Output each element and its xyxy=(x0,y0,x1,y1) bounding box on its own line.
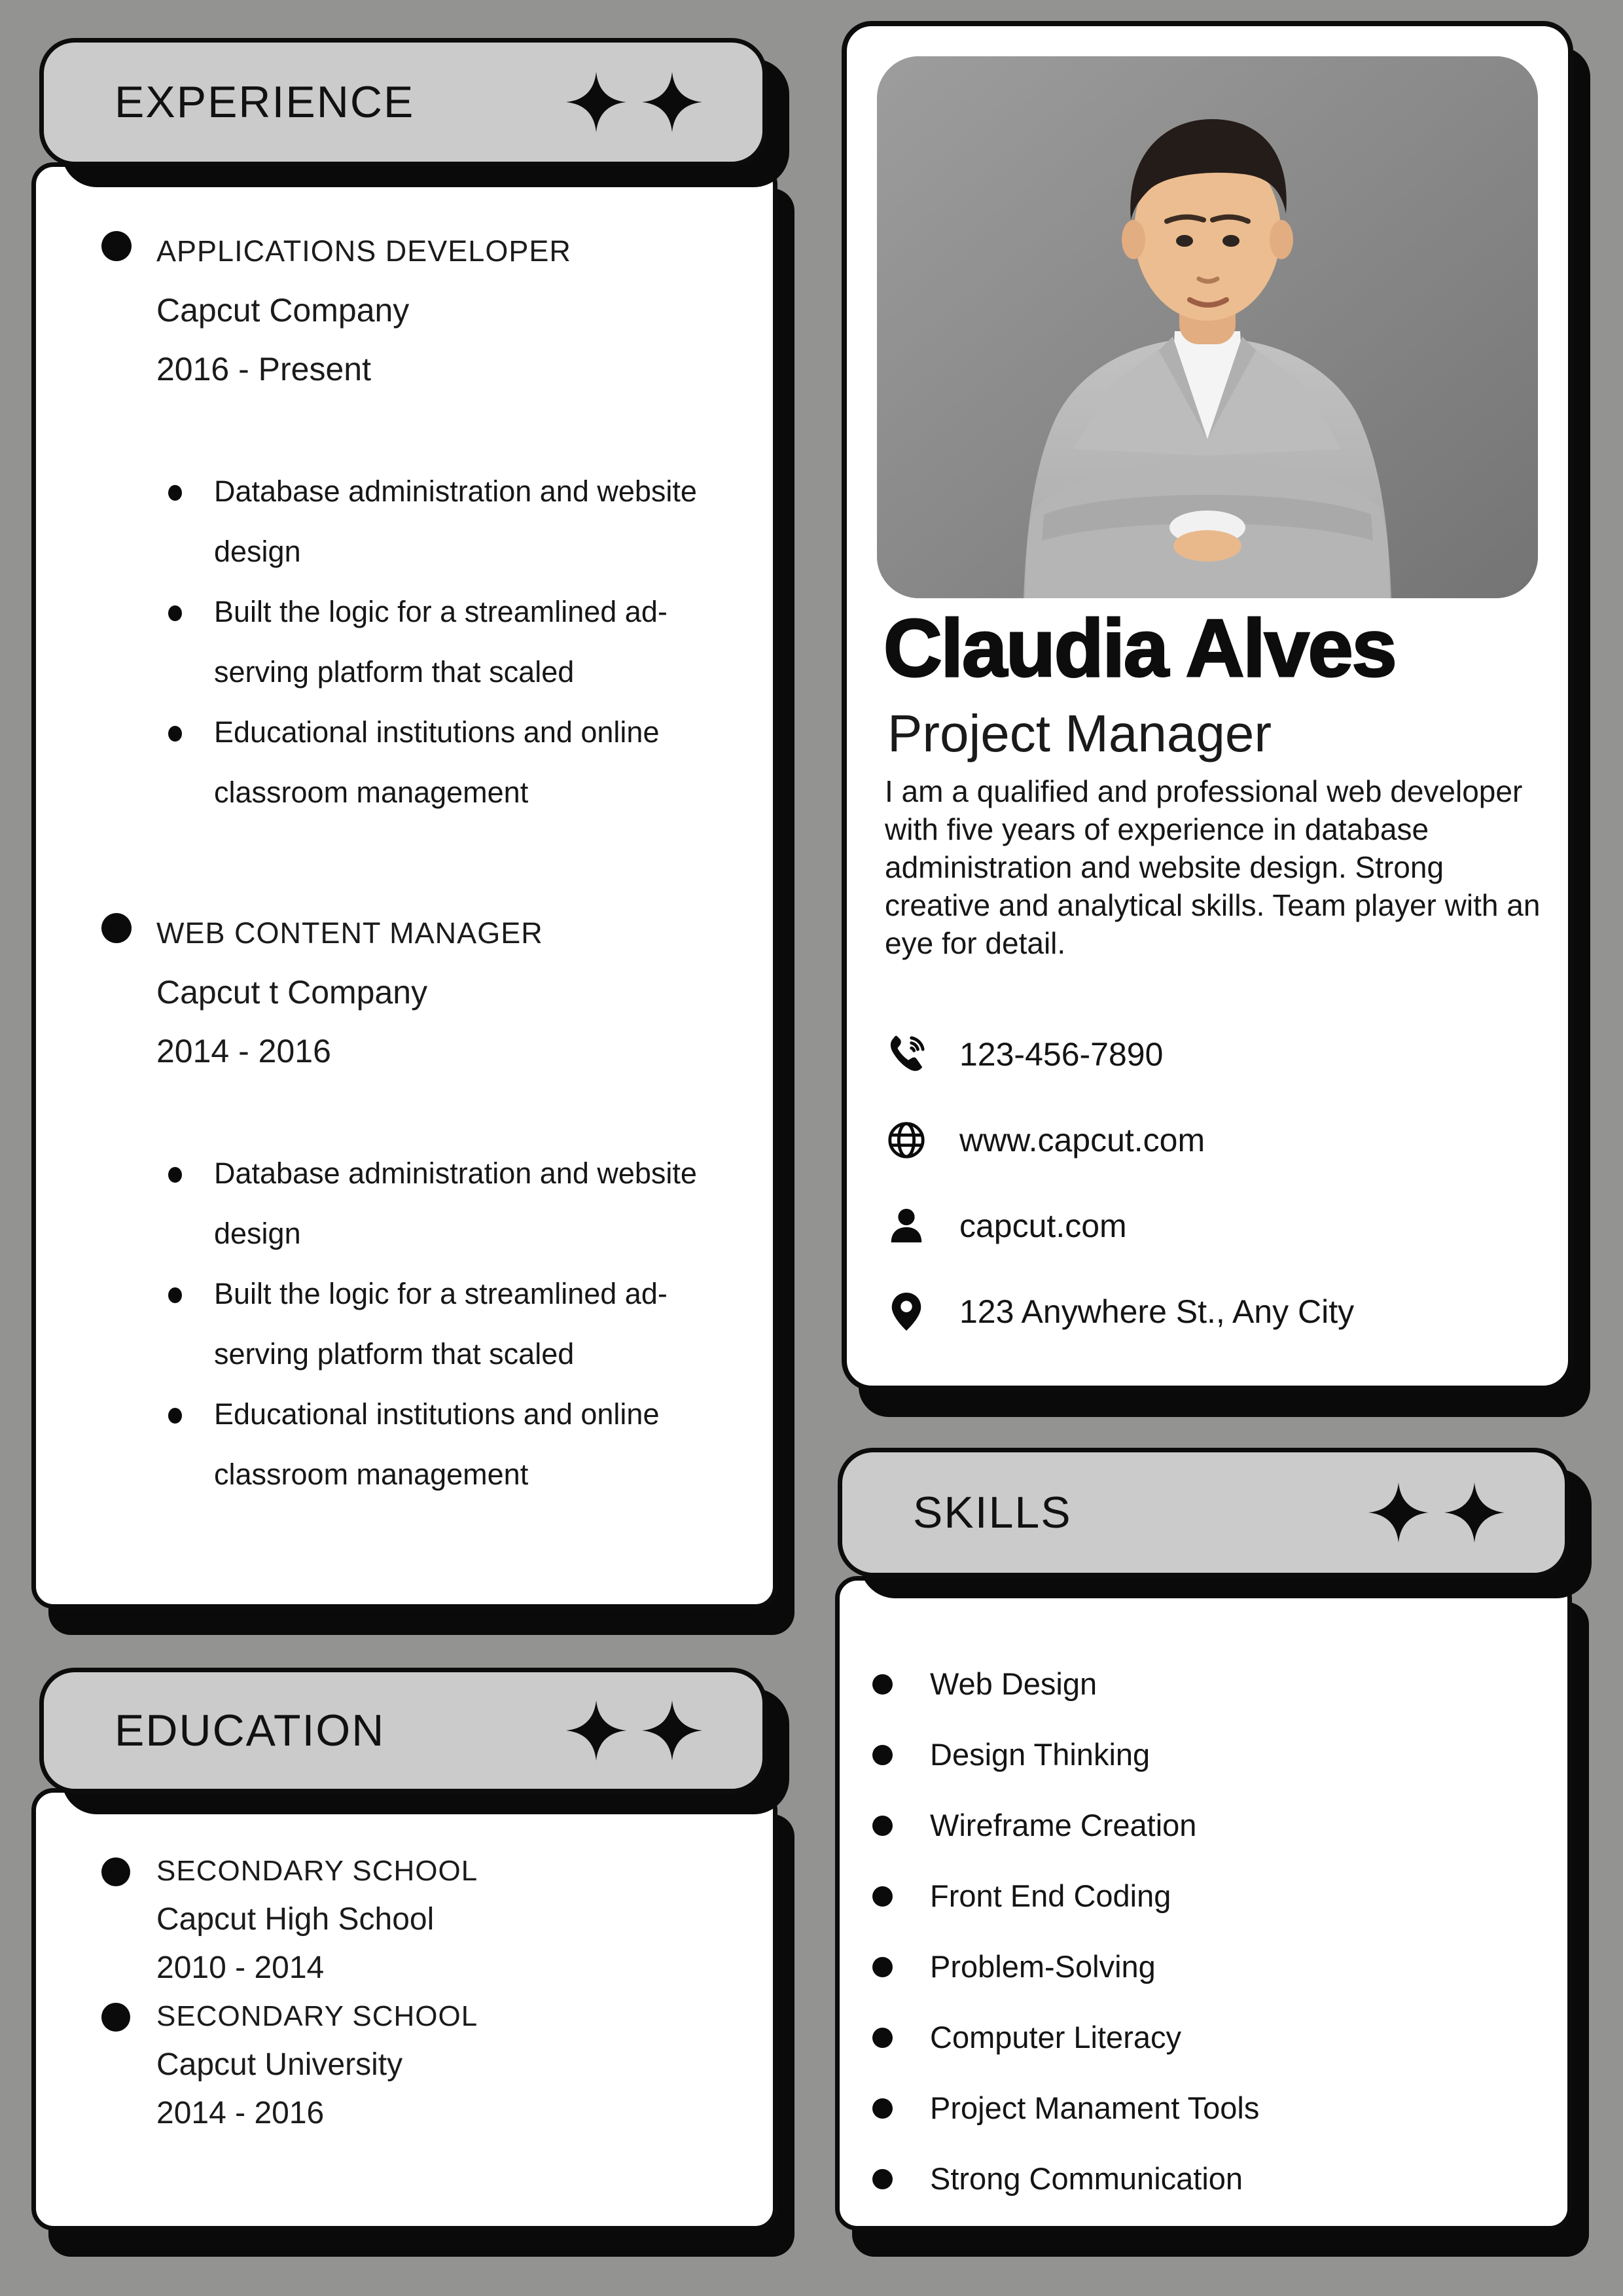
education-level: SECONDARY SCHOOL xyxy=(156,1855,478,1887)
sparkle-icon xyxy=(1443,1480,1506,1545)
location-pin-icon xyxy=(885,1290,928,1333)
contact-row xyxy=(885,1097,1539,1183)
sparkle-icon xyxy=(1367,1480,1430,1545)
job-list xyxy=(156,222,747,1505)
job-bullet: Built the logic for a streamlined ad-serving platform that scaled xyxy=(168,1264,747,1384)
portrait-illustration xyxy=(877,56,1538,598)
sparkles-decoration xyxy=(565,69,704,135)
education-dates: 2010 - 2014 xyxy=(156,1950,325,1985)
education-school: Capcut High School xyxy=(156,1902,435,1937)
education-level: SECONDARY SCHOOL xyxy=(156,2000,478,2032)
profile-summary: I am a qualified and professional web developer with five years of experience in database administration and website design. Strong creative and analytical skills. Team player with an eye for detail. xyxy=(885,774,1541,960)
sparkles-decoration xyxy=(1367,1480,1506,1545)
contact-value: www.capcut.com xyxy=(959,1121,1205,1158)
contact-value: capcut.com xyxy=(959,1207,1127,1244)
job-bullet: Built the logic for a streamlined ad-serving platform that scaled xyxy=(168,582,747,702)
job-company: Capcut t Company xyxy=(156,974,428,1011)
sparkle-icon xyxy=(641,1698,704,1763)
job-title: WEB CONTENT MANAGER xyxy=(156,916,543,950)
skill-item: Problem-Solving xyxy=(870,1931,1524,2002)
contact-list xyxy=(885,1011,1539,1354)
contact-row xyxy=(885,1183,1539,1268)
skills-section-title: SKILLS xyxy=(913,1488,1072,1537)
contact-value: 123-456-7890 xyxy=(959,1035,1164,1073)
education-school: Capcut University xyxy=(156,2047,403,2082)
globe-icon xyxy=(885,1119,928,1162)
sparkle-icon xyxy=(641,69,704,135)
job-bullet-list xyxy=(168,461,747,823)
skill-item: Web Design xyxy=(870,1649,1524,1719)
education-dates: 2014 - 2016 xyxy=(156,2096,325,2130)
skill-item: Strong Communication xyxy=(870,2144,1524,2214)
phone-icon xyxy=(885,1033,928,1076)
experience-section-header xyxy=(39,38,767,166)
skill-item: Computer Literacy xyxy=(870,2002,1524,2073)
experience-card xyxy=(31,162,777,1609)
school-list xyxy=(156,1847,747,2138)
job-bullet: Educational institutions and online classroom management xyxy=(168,702,747,823)
job-entry xyxy=(156,222,747,823)
skills-card xyxy=(835,1576,1572,2231)
skill-item: Project Manament Tools xyxy=(870,2073,1524,2144)
education-entry xyxy=(156,1992,747,2138)
skill-item: Design Thinking xyxy=(870,1719,1524,1790)
job-company: Capcut Company xyxy=(156,292,410,329)
job-title: APPLICATIONS DEVELOPER xyxy=(156,234,571,268)
skills-list xyxy=(870,1649,1524,2214)
skill-item: Front End Coding xyxy=(870,1861,1524,1931)
education-section-header xyxy=(39,1668,767,1793)
education-card xyxy=(31,1788,777,2231)
skill-item: Wireframe Creation xyxy=(870,1790,1524,1861)
sparkles-decoration xyxy=(565,1698,704,1763)
profile-job-title: Project Manager xyxy=(887,704,1272,762)
job-entry xyxy=(156,904,747,1505)
experience-section-title: EXPERIENCE xyxy=(115,77,415,127)
skills-section-header xyxy=(838,1448,1569,1577)
contact-value: 123 Anywhere St., Any City xyxy=(959,1293,1355,1330)
job-bullet: Educational institutions and online classroom management xyxy=(168,1384,747,1505)
profile-photo xyxy=(877,56,1538,598)
sparkle-icon xyxy=(565,1698,628,1763)
job-dates: 2016 - Present xyxy=(156,351,371,387)
contact-row xyxy=(885,1268,1539,1354)
person-icon xyxy=(885,1204,928,1247)
education-entry xyxy=(156,1847,747,1992)
job-bullet: Database administration and website design xyxy=(168,1143,747,1264)
profile-name: Claudia Alves xyxy=(883,603,1396,694)
job-dates: 2014 - 2016 xyxy=(156,1033,331,1069)
contact-row xyxy=(885,1011,1539,1097)
job-bullet-list xyxy=(168,1143,747,1505)
sparkle-icon xyxy=(565,69,628,135)
profile-card xyxy=(842,21,1573,1391)
education-section-title: EDUCATION xyxy=(115,1706,385,1755)
job-bullet: Database administration and website design xyxy=(168,461,747,582)
